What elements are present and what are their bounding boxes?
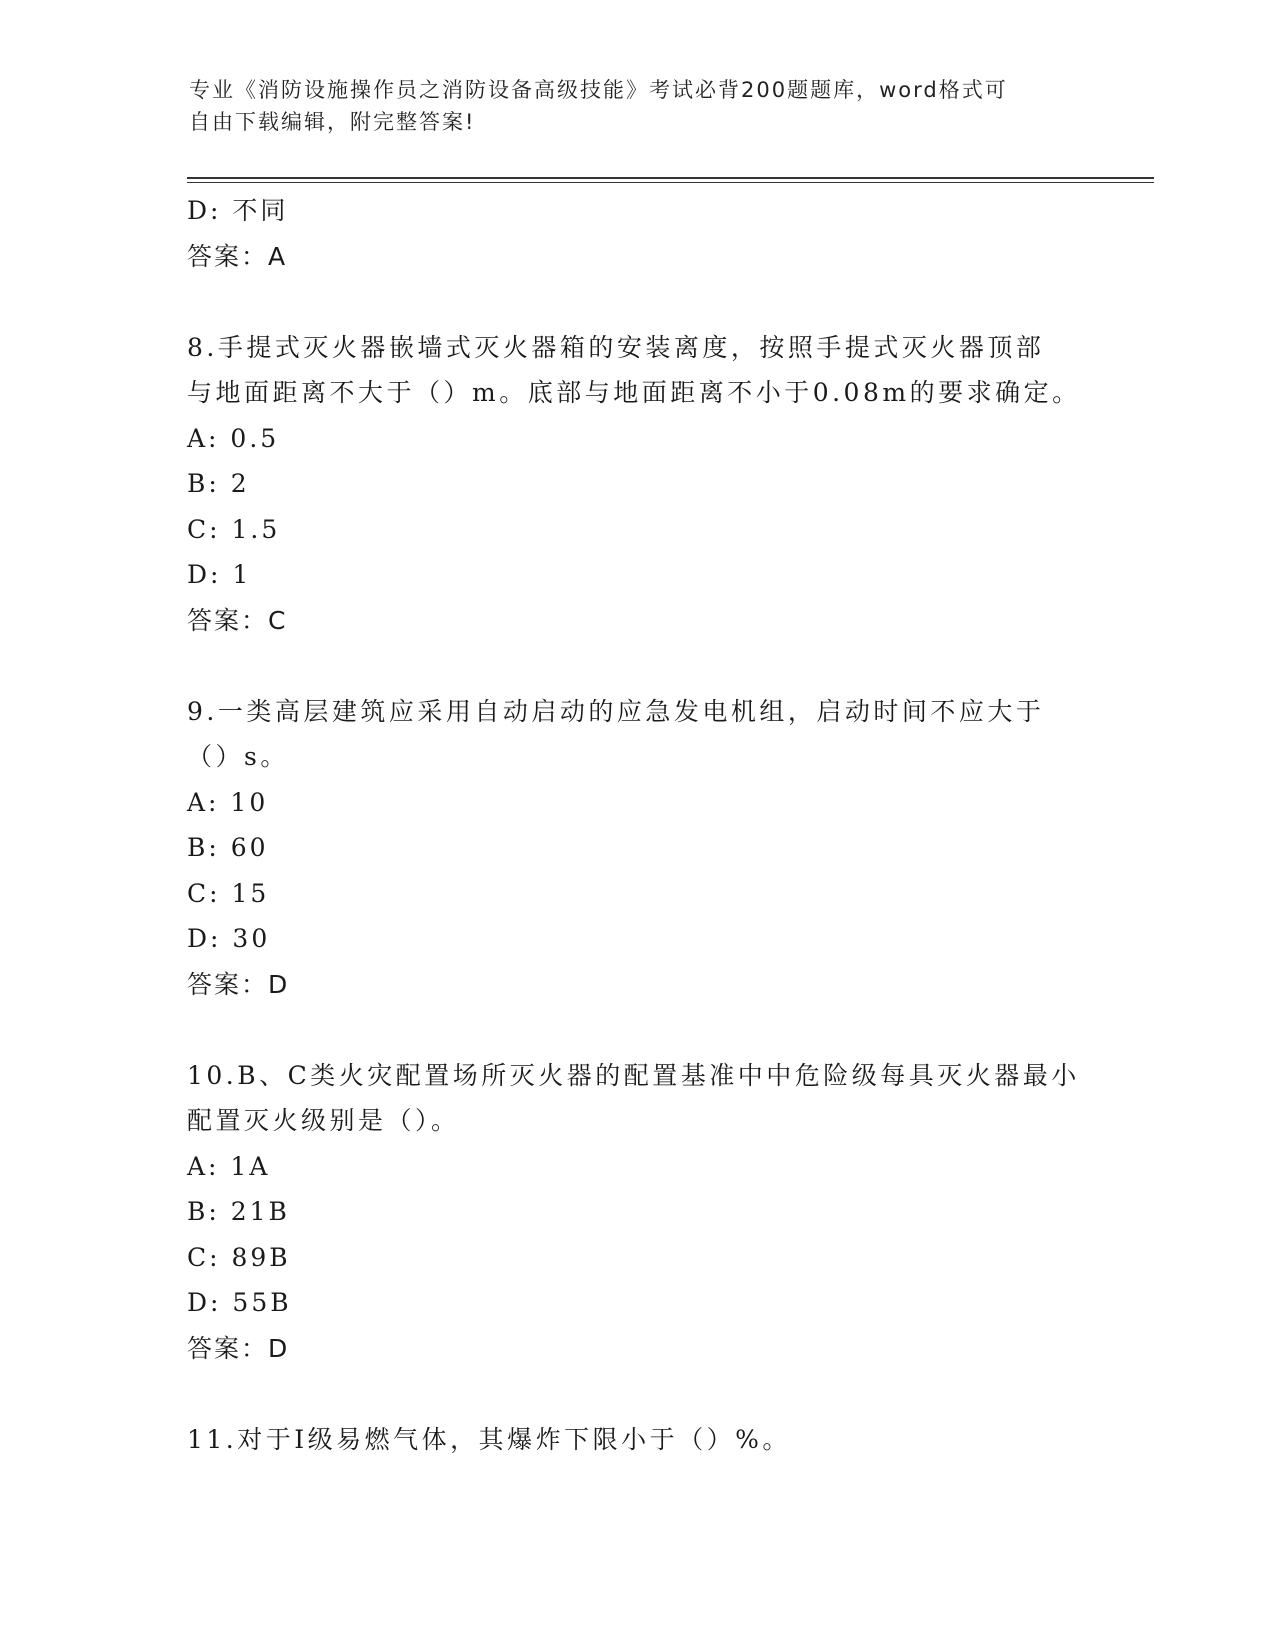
question-11 <box>187 1417 1087 1463</box>
question-8 <box>187 325 1087 644</box>
header-rule-thick <box>187 177 1154 179</box>
question-text-line: 10.B、C类火灾配置场所灭火器的配置基准中中危险级每具灭火器最小 <box>187 1060 1080 1090</box>
answer-line: 答案：D <box>187 969 290 999</box>
option-a: A: 0.5 <box>187 423 280 453</box>
question-text-line: 配置灭火级别是（）。 <box>187 1106 460 1135</box>
spacer <box>187 1371 1087 1417</box>
option-b: B: 21B <box>187 1197 290 1226</box>
option-d: D: 1 <box>187 560 252 589</box>
document-body <box>187 188 1087 1462</box>
option-d: D: 不同 <box>187 196 289 225</box>
question-text-line: 与地面距离不大于（）m。底部与地面距离不小于0.08m的要求确定。 <box>187 378 1081 407</box>
option-a: A: 10 <box>187 787 269 817</box>
spacer <box>187 279 1087 325</box>
option-d: D: 55B <box>187 1288 292 1317</box>
option-b: B: 60 <box>187 833 269 862</box>
document-header <box>189 74 1069 138</box>
question-text-line: 8.手提式灭火器嵌墙式灭火器箱的安装离度，按照手提式灭火器顶部 <box>187 332 1045 362</box>
question-text-line: 11.对于Ⅰ级易燃气体，其爆炸下限小于（）%。 <box>187 1424 791 1454</box>
question-10 <box>187 1053 1087 1372</box>
option-d: D: 30 <box>187 924 271 953</box>
option-c: C: 89B <box>187 1242 291 1272</box>
option-c: C: 1.5 <box>187 514 281 544</box>
header-line-1: 专业《消防设施操作员之消防设备高级技能》考试必背200题题库，word格式可 <box>189 78 1008 102</box>
header-rule-thin <box>187 182 1154 183</box>
question-9 <box>187 689 1087 1008</box>
question-text-line: （）s。 <box>187 742 289 771</box>
answer-line: 答案：D <box>187 1333 290 1363</box>
answer-line: 答案：C <box>187 605 288 635</box>
option-b: B: 2 <box>187 469 250 498</box>
spacer <box>187 1007 1087 1053</box>
question-text-line: 9.一类高层建筑应采用自动启动的应急发电机组，启动时间不应大于 <box>187 696 1045 726</box>
header-line-2: 自由下载编辑，附完整答案! <box>189 110 476 134</box>
option-a: A: 1A <box>187 1151 271 1181</box>
option-c: C: 15 <box>187 878 270 908</box>
answer-line: 答案：A <box>187 241 288 271</box>
spacer <box>187 643 1087 689</box>
